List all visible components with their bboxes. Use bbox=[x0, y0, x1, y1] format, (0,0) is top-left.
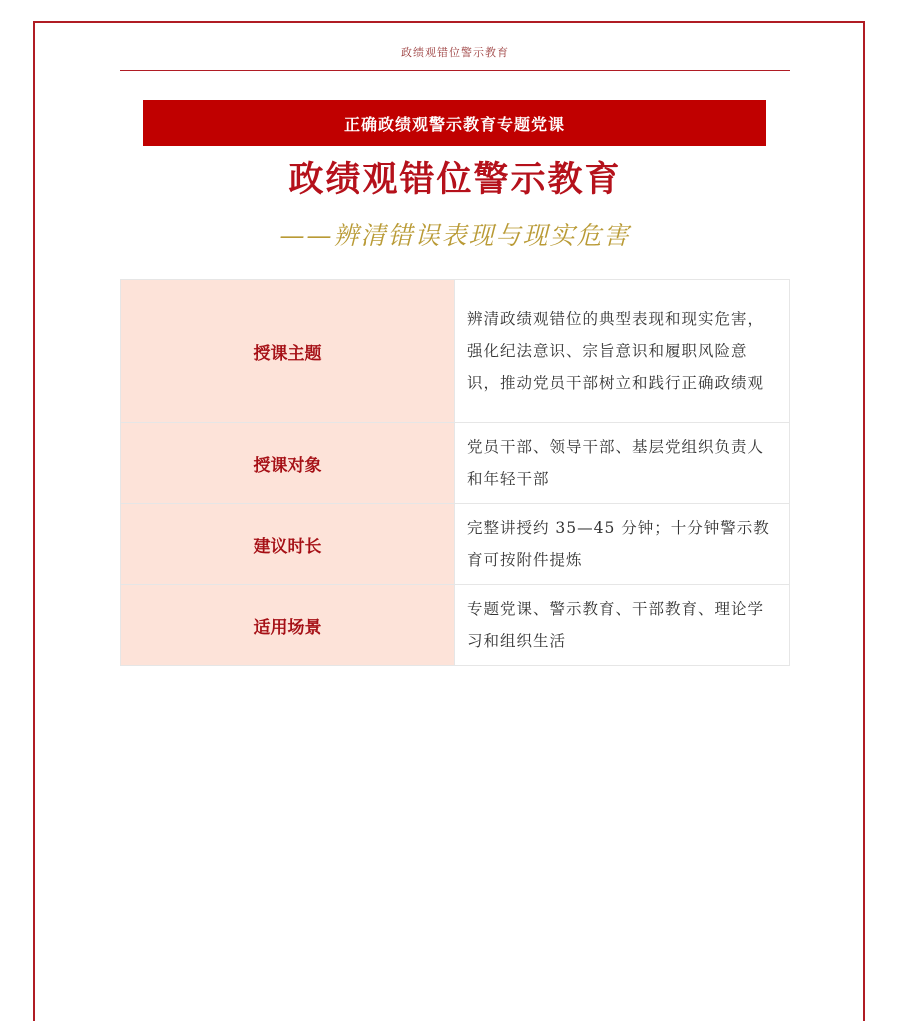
banner-label: 正确政绩观警示教育专题党课 bbox=[343, 114, 565, 134]
page-subtitle: ——辨清错误表现与现实危害 bbox=[279, 221, 631, 250]
page-title: 政绩观错位警示教育 bbox=[288, 160, 622, 200]
header-divider bbox=[120, 70, 790, 71]
table-row bbox=[121, 504, 790, 585]
row-label-scenario: 适用场景 bbox=[121, 585, 455, 666]
info-table bbox=[120, 279, 790, 666]
row-label-topic: 授课主题 bbox=[121, 280, 455, 423]
row-label-audience: 授课对象 bbox=[121, 423, 455, 504]
table-row bbox=[121, 585, 790, 666]
row-label-duration: 建议时长 bbox=[121, 504, 455, 585]
row-value-audience: 党员干部、领导干部、基层党组织负责人和年轻干部 bbox=[455, 423, 790, 504]
banner bbox=[143, 100, 766, 146]
table-row bbox=[121, 280, 790, 423]
row-value-topic: 辨清政绩观错位的典型表现和现实危害，强化纪法意识、宗旨意识和履职风险意识，推动党员干部树立和践行正确政绩观 bbox=[455, 280, 790, 423]
table-row bbox=[121, 423, 790, 504]
row-value-scenario: 专题党课、警示教育、干部教育、理论学习和组织生活 bbox=[455, 585, 790, 666]
running-header: 政绩观错位警示教育 bbox=[401, 46, 509, 59]
row-value-duration: 完整讲授约 35—45 分钟；十分钟警示教育可按附件提炼 bbox=[455, 504, 790, 585]
